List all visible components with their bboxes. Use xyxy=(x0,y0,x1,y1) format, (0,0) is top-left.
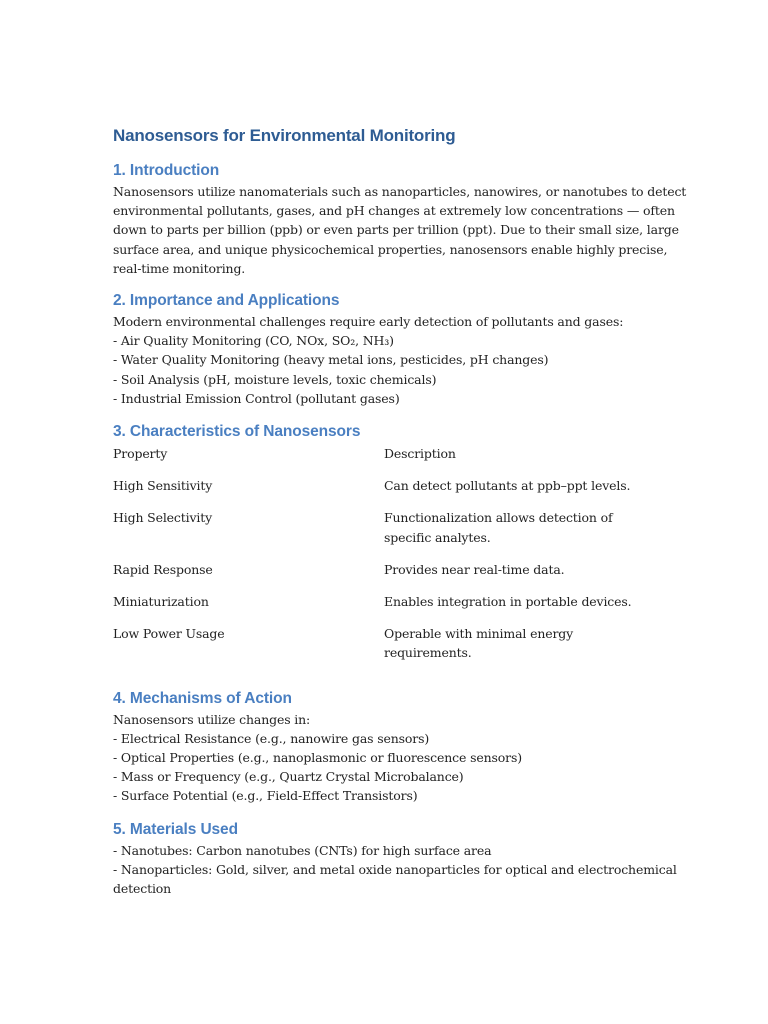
section-heading-importance: 2. Importance and Applications xyxy=(113,292,340,310)
mechanisms-list xyxy=(113,710,658,806)
table-row xyxy=(113,508,658,547)
description-line: Enables integration in portable devices. xyxy=(384,593,632,609)
introduction-paragraph xyxy=(113,182,687,278)
property-cell: High Selectivity xyxy=(113,510,213,526)
list-item: - Nanoparticles: Gold, silver, and metal oxide nanoparticles for optical and electrochemical xyxy=(113,861,677,877)
table-row xyxy=(113,560,658,580)
description-line: specific analytes. xyxy=(384,529,491,545)
column-header-description: Description xyxy=(384,446,456,462)
list-item: - Air Quality Monitoring (CO, NOx, SO₂, NH₃) xyxy=(113,333,394,349)
document-body xyxy=(113,124,687,898)
list-item: - Electrical Resistance (e.g., nanowire gas sensors) xyxy=(113,730,430,746)
text-line: detection xyxy=(113,880,172,896)
description-line: Functionalization allows detection of xyxy=(384,510,613,526)
list-item: - Water Quality Monitoring (heavy metal ions, pesticides, pH changes) xyxy=(113,352,549,368)
property-cell: Miniaturization xyxy=(113,593,209,609)
text-line: Nanosensors utilize nanomaterials such as nanoparticles, nanowires, or nanotubes to detect xyxy=(113,184,687,199)
property-cell: High Sensitivity xyxy=(113,478,213,494)
list-item: - Mass or Frequency (e.g., Quartz Crystal Microbalance) xyxy=(113,769,464,785)
text-line: Modern environmental challenges require early detection of pollutants and gases: xyxy=(113,314,624,330)
description-line: Can detect pollutants at ppb–ppt levels. xyxy=(384,478,631,494)
description-line: Provides near real-time data. xyxy=(384,561,565,577)
section-heading-materials: 5. Materials Used xyxy=(113,820,238,838)
text-line: Nanosensors utilize changes in: xyxy=(113,711,311,727)
property-cell: Low Power Usage xyxy=(113,625,225,641)
section-heading-mechanisms: 4. Mechanisms of Action xyxy=(113,689,292,707)
list-item: - Optical Properties (e.g., nanoplasmonic or fluorescence sensors) xyxy=(113,749,522,765)
table-row xyxy=(113,592,658,612)
text-line: environmental pollutants, gases, and pH changes at extremely low concentrations — often xyxy=(113,203,675,219)
description-line: Operable with minimal energy xyxy=(384,625,574,641)
section-heading-characteristics: 3. Characteristics of Nanosensors xyxy=(113,423,361,441)
description-cell xyxy=(384,624,664,663)
description-cell xyxy=(384,508,664,547)
description-cell xyxy=(384,560,664,580)
list-item: - Surface Potential (e.g., Field-Effect Transistors) xyxy=(113,788,418,804)
table-header-row xyxy=(113,444,658,464)
column-header-property: Property xyxy=(113,446,168,462)
characteristics-table xyxy=(113,444,658,663)
document-title: Nanosensors for Environmental Monitoring xyxy=(113,126,456,145)
text-line: real-time monitoring. xyxy=(113,260,246,276)
section-heading-introduction: 1. Introduction xyxy=(113,162,220,179)
list-item: - Nanotubes: Carbon nanotubes (CNTs) for high surface area xyxy=(113,842,492,858)
importance-list xyxy=(113,312,658,408)
table-row xyxy=(113,476,658,496)
materials-list xyxy=(113,841,677,899)
property-cell: Rapid Response xyxy=(113,561,213,577)
table-row xyxy=(113,624,658,663)
list-item: - Industrial Emission Control (pollutant gases) xyxy=(113,390,400,406)
description-cell xyxy=(384,476,664,496)
description-cell xyxy=(384,592,664,612)
list-item: - Soil Analysis (pH, moisture levels, toxic chemicals) xyxy=(113,371,437,387)
text-line: surface area, and unique physicochemical properties, nanosensors enable highly precise, xyxy=(113,241,668,257)
text-line: down to parts per billion (ppb) or even parts per trillion (ppt). Due to their small size, large xyxy=(113,222,679,238)
description-line: requirements. xyxy=(384,645,472,661)
